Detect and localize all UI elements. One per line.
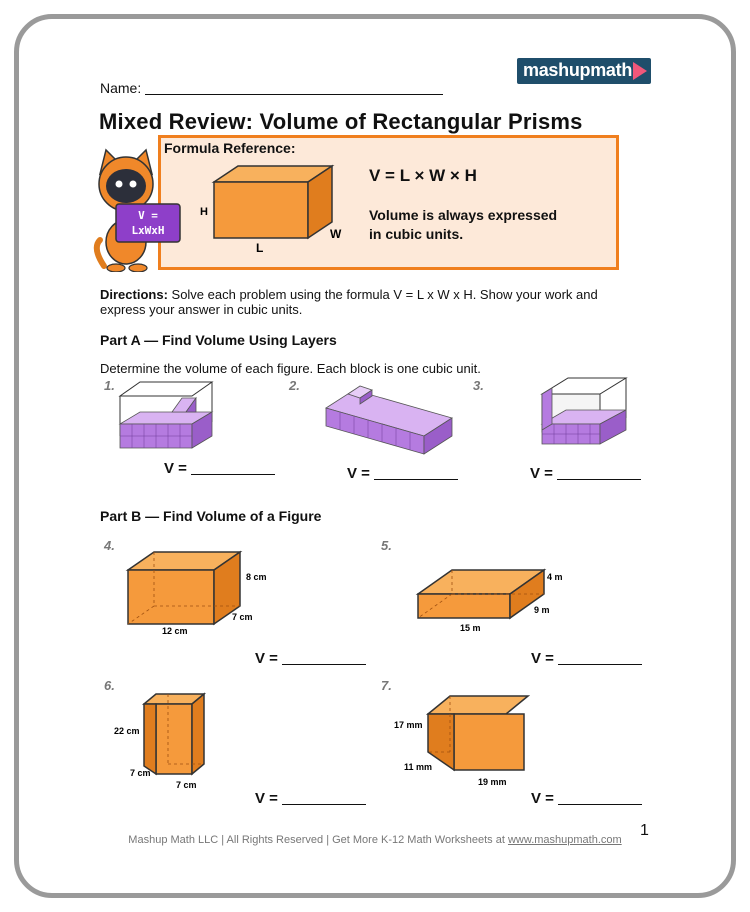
problem-3-answer: [530, 465, 641, 482]
dim-6-width: 7 cm: [130, 768, 151, 778]
prism-figure-5: [414, 562, 564, 636]
dim-5-width: 9 m: [534, 605, 550, 615]
problem-4-answer: [255, 650, 366, 667]
mascot-tail: [97, 240, 104, 266]
problem-2-number: 2.: [289, 378, 300, 393]
dim-7-height: 17 mm: [394, 720, 423, 730]
page-number: 1: [640, 822, 649, 839]
part-a-heading: Part A — Find Volume Using Layers: [100, 332, 337, 348]
mascot-left-eye: [116, 181, 123, 188]
directions-text: Solve each problem using the formula V = L x W x H. Show your work and express your answer in cubic units.: [100, 287, 598, 317]
problem-7-answer-label: V =: [531, 790, 554, 807]
mascot-face: [106, 169, 146, 203]
mascot-left-foot: [107, 264, 125, 272]
sign-line-1: V =: [138, 209, 158, 222]
problem-4-answer-blank[interactable]: [282, 664, 366, 665]
problem-3-answer-label: V =: [530, 465, 553, 482]
directions-lead: Directions:: [100, 287, 168, 302]
problem-1-answer: [164, 460, 275, 477]
name-blank[interactable]: [145, 94, 443, 95]
name-label: Name:: [100, 80, 142, 96]
problem-7-answer: [531, 790, 642, 807]
play-icon: [633, 62, 647, 80]
cubic-units-note: Volume is always expressed in cubic units.: [369, 207, 558, 242]
length-label: L: [256, 241, 264, 255]
problem-7-number: 7.: [381, 678, 392, 693]
problem-5-answer: [531, 650, 642, 667]
cube-figure-3: [538, 374, 630, 452]
problem-6-answer-blank[interactable]: [282, 804, 366, 805]
cat-mascot: [86, 148, 184, 272]
problem-3-answer-blank[interactable]: [557, 479, 641, 480]
dim-7-width: 11 mm: [404, 762, 433, 772]
problem-6-answer-label: V =: [255, 790, 278, 807]
problem-5-answer-blank[interactable]: [558, 664, 642, 665]
sign-line-2: LxWxH: [131, 224, 165, 237]
problem-2-answer: [347, 465, 458, 482]
dim-5-height: 4 m: [547, 572, 563, 582]
dim-4-length: 12 cm: [162, 626, 188, 636]
height-label: H: [200, 206, 208, 218]
dim-6-length: 7 cm: [176, 780, 197, 790]
problem-2-answer-blank[interactable]: [374, 479, 458, 480]
footer-link[interactable]: www.mashupmath.com: [507, 834, 622, 846]
dim-5-length: 15 m: [460, 623, 481, 633]
problem-2-answer-label: V =: [347, 465, 370, 482]
problem-3-number: 3.: [473, 378, 484, 393]
dim-4-width: 7 cm: [232, 612, 253, 622]
problem-7-answer-blank[interactable]: [558, 804, 642, 805]
prism-figure-7: [394, 690, 530, 792]
prism-front-face: [214, 182, 308, 238]
logo-text: mashupmath: [523, 60, 633, 80]
formula-heading: Formula Reference:: [164, 140, 296, 156]
directions: [100, 287, 620, 317]
part-a-instruction: Determine the volume of each figure. Each block is one cubic unit.: [100, 361, 481, 376]
mascot-right-foot: [129, 264, 147, 272]
part-b-heading: Part B — Find Volume of a Figure: [100, 508, 322, 524]
problem-1-number: 1.: [104, 378, 115, 393]
problem-4-answer-label: V =: [255, 650, 278, 667]
footer-text: Mashup Math LLC | All Rights Reserved | Get More K-12 Math Worksheets at: [128, 834, 508, 846]
problem-4-number: 4.: [104, 538, 115, 553]
page-title: Mixed Review: Volume of Rectangular Prisms: [99, 109, 583, 134]
footer: [0, 834, 750, 846]
problem-5-answer-label: V =: [531, 650, 554, 667]
prism-figure-4: [120, 548, 270, 640]
problem-1-answer-blank[interactable]: [191, 474, 275, 475]
name-field[interactable]: [100, 80, 443, 96]
dim-6-height: 22 cm: [114, 726, 140, 736]
problem-6-answer: [255, 790, 366, 807]
cube-figure-1: [116, 378, 216, 458]
width-label: W: [330, 227, 342, 241]
cube-figure-2: [320, 380, 460, 458]
problem-5-number: 5.: [381, 538, 392, 553]
prism-figure-6: [112, 690, 216, 792]
problem-1-answer-label: V =: [164, 460, 187, 477]
mashupmath-logo: [517, 58, 651, 84]
prism-diagram: [196, 160, 346, 256]
volume-formula: V = L × W × H: [369, 166, 477, 185]
dim-4-height: 8 cm: [246, 572, 267, 582]
problem-6-number: 6.: [104, 678, 115, 693]
dim-7-length: 19 mm: [478, 777, 507, 787]
mascot-right-eye: [130, 181, 137, 188]
